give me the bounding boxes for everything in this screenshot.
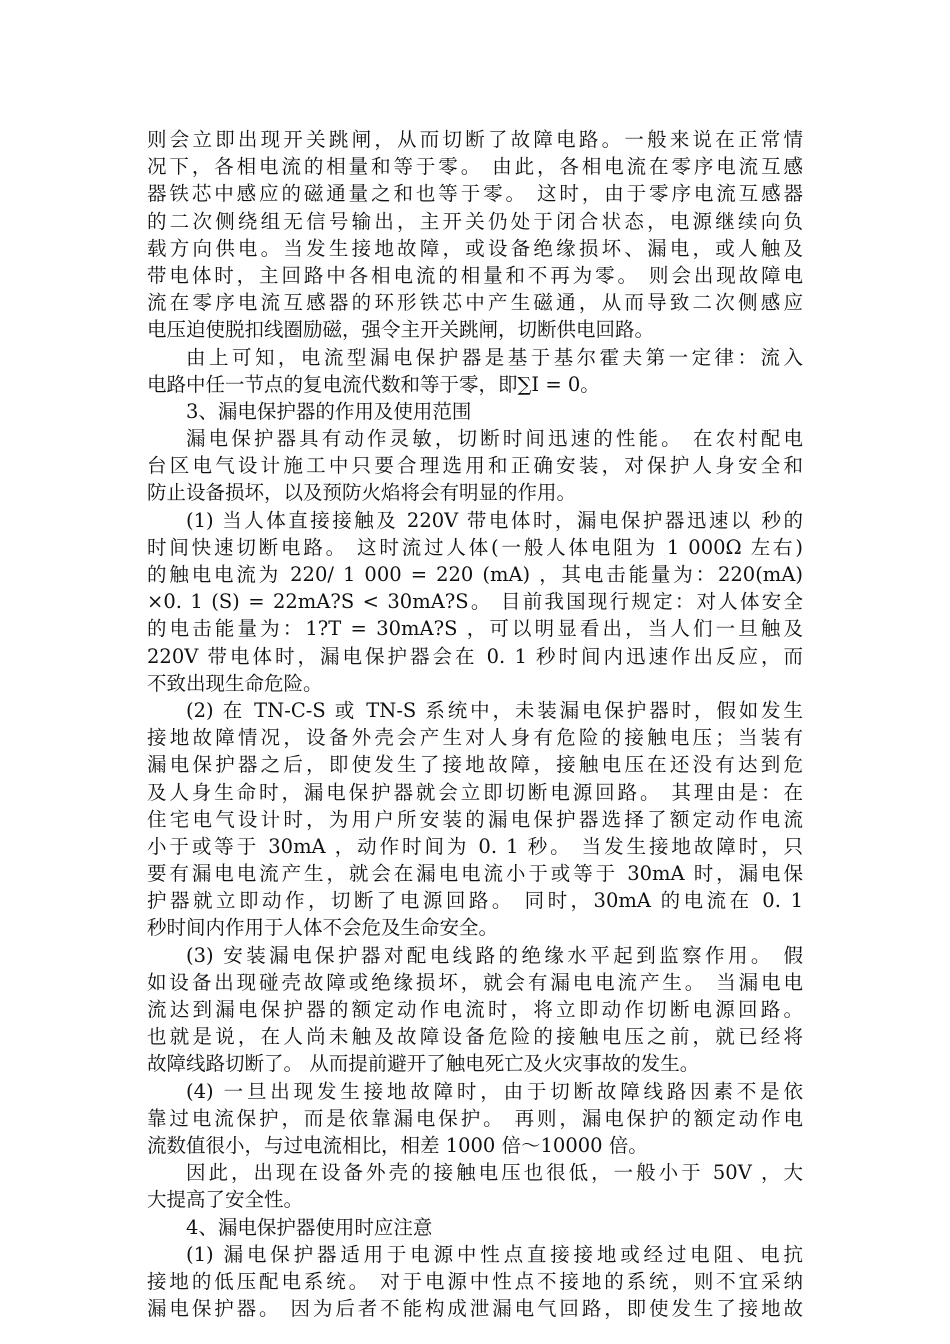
text-line: 器铁芯中感应的磁通量之和也等于零。 这时，由于零序电流互感器 bbox=[147, 182, 803, 206]
text-line: 及人身生命时，漏电保护器就会立即切断电源回路。 其理由是：在 bbox=[147, 780, 803, 804]
text-line: 靠过电流保护，而是依靠漏电保护。 再则，漏电保护的额定动作电 bbox=[147, 1106, 803, 1130]
text-line: 大提高了安全性。 bbox=[147, 1188, 304, 1212]
text-line: 不致出现生命危险。 bbox=[147, 671, 323, 695]
text-line: 因此，出现在设备外壳的接触电压也很低，一般小于 50V ，大 bbox=[186, 1161, 803, 1185]
text-line: 秒时间内作用于人体不会危及生命安全。 bbox=[147, 916, 499, 940]
text-line: 况下，各相电流的相量和等于零。 由此，各相电流在零序电流互感 bbox=[147, 155, 803, 179]
text-line: 的二次侧绕组无信号输出，主开关仍处于闭合状态，电源继续向负 bbox=[147, 209, 803, 233]
text-line: 带电体时，主回路中各相电流的相量和不再为零。 则会出现故障电 bbox=[147, 263, 803, 287]
text-line: 防止设备损坏，以及预防火焰将会有明显的作用。 bbox=[147, 481, 577, 505]
text-line: (4) 一旦出现发生接地故障时，由于切断故障线路因素不是依 bbox=[186, 1079, 803, 1103]
body-text bbox=[147, 126, 803, 1322]
text-line: 台区电气设计施工中只要合理选用和正确安装，对保护人身安全和 bbox=[147, 454, 803, 478]
text-line: 漏电保护器之后，即使发生了接地故障，接触电压在还没有达到危 bbox=[147, 753, 803, 777]
text-line: 时间快速切断电路。 这时流过人体(一般人体电阻为 1 000Ω 左右) bbox=[147, 535, 803, 559]
text-line: 故障线路切断了。 从而提前避开了触电死亡及火灾事故的发生。 bbox=[147, 1052, 700, 1076]
text-line: 小于或等于 30mA ，动作时间为 0. 1 秒。 当发生接地故障时，只 bbox=[147, 834, 803, 858]
text-line: 的触电电流为 220/ 1 000 = 220 (mA) ，其电击能量为：220(mA) bbox=[147, 563, 803, 586]
text-line: 电路中任一节点的复电流代数和等于零，即∑I = 0。 bbox=[147, 372, 600, 396]
text-line: 接地故障情况，设备外壳会产生对人身有危险的接触电压；当装有 bbox=[147, 726, 803, 750]
text-line: 3、漏电保护器的作用及使用范围 bbox=[186, 399, 472, 423]
text-line: 流在零序电流互感器的环形铁芯中产生磁通，从而导致二次侧感应 bbox=[147, 291, 803, 315]
text-line: 由上可知，电流型漏电保护器是基于基尔霍夫第一定律：流入 bbox=[186, 345, 803, 369]
text-line: 漏电保护器具有动作灵敏，切断时间迅速的性能。 在农村配电 bbox=[186, 427, 803, 451]
text-line: 流达到漏电保护器的额定动作电流时，将立即动作切断电源回路。 bbox=[147, 998, 803, 1021]
text-line: (1) 当人体直接接触及 220V 带电体时，漏电保护器迅速以 秒的 bbox=[186, 508, 803, 532]
text-line: 4、漏电保护器使用时应注意 bbox=[186, 1215, 433, 1239]
text-line: 电压迫使脱扣线圈励磁，强令主开关跳闸，切断供电回路。 bbox=[147, 318, 655, 342]
text-line: 要有漏电电流产生，就会在漏电电流小于或等于 30mA 时，漏电保 bbox=[147, 862, 803, 886]
text-line: 流数值很小，与过电流相比，相差 1000 倍～10000 倍。 bbox=[147, 1133, 648, 1157]
text-line: ×0. 1 (S) = 22mA?S < 30mA?S。 目前我国现行规定：对人体安全 bbox=[147, 590, 803, 614]
text-line: 载方向供电。当发生接地故障，或设备绝缘损坏、漏电，或人触及 bbox=[147, 236, 803, 260]
text-line: (1) 漏电保护器适用于电源中性点直接接地或经过电阻、电抗 bbox=[186, 1242, 803, 1266]
text-line: 漏电保护器。 因为后者不能构成泄漏电气回路，即使发生了接地故 bbox=[147, 1297, 803, 1321]
text-line: 也就是说，在人尚未触及故障设备危险的接触电压之前，就已经将 bbox=[147, 1025, 803, 1049]
text-line: 如设备出现碰壳故障或绝缘损坏，就会有漏电电流产生。 当漏电电 bbox=[147, 970, 803, 994]
text-line: 护器就立即动作，切断了电源回路。 同时，30mA 的电流在 0. 1 bbox=[147, 889, 803, 913]
text-line: 220V 带电体时，漏电保护器会在 0. 1 秒时间内迅速作出反应，而 bbox=[147, 644, 803, 668]
text-line: 的电击能量为：1?T = 30mA?S ，可以明显看出，当人们一旦触及 bbox=[147, 617, 803, 641]
text-line: (3) 安装漏电保护器对配电线路的绝缘水平起到监察作用。 假 bbox=[186, 943, 803, 967]
text-line: 住宅电气设计时，为用户所安装的漏电保护器选择了额定动作电流 bbox=[147, 807, 803, 831]
text-line: 接地的低压配电系统。 对于电源中性点不接地的系统，则不宜采纳 bbox=[147, 1269, 803, 1293]
text-line: 则会立即出现开关跳闸，从而切断了故障电路。一般来说在正常情 bbox=[147, 128, 803, 151]
text-line: (2) 在 TN-C-S 或 TN-S 系统中，未装漏电保护器时，假如发生 bbox=[186, 698, 804, 722]
